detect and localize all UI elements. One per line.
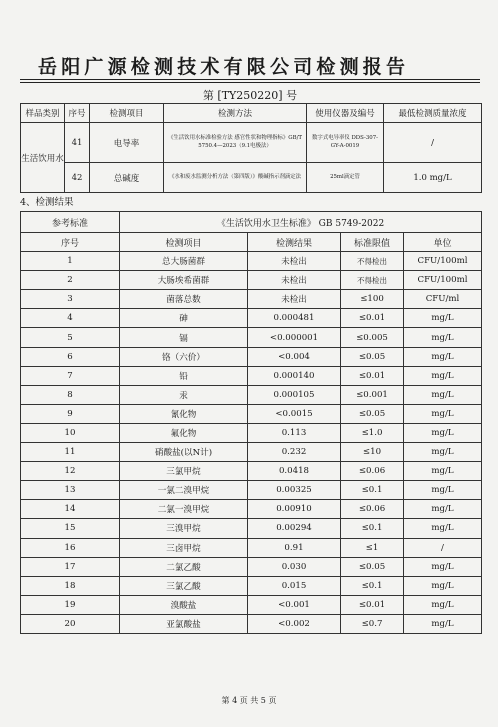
test-item: 一氯二溴甲烷 — [120, 481, 248, 500]
test-result: 0.00910 — [248, 500, 341, 519]
item-number: 42 — [65, 163, 90, 193]
standard-limit: ≤0.7 — [341, 614, 404, 633]
row-number: 5 — [21, 328, 120, 347]
standard-limit: ≤0.06 — [341, 500, 404, 519]
unit: mg/L — [404, 614, 482, 633]
unit: mg/L — [404, 481, 482, 500]
detection-limit: 1.0 mg/L — [384, 163, 482, 193]
unit: mg/L — [404, 500, 482, 519]
row-number: 20 — [21, 614, 120, 633]
standard-limit: ≤1.0 — [341, 423, 404, 442]
test-result: 0.00294 — [248, 519, 341, 538]
item-number: 41 — [65, 123, 90, 163]
test-result: <0.000001 — [248, 328, 341, 347]
test-result: 0.015 — [248, 576, 341, 595]
row-number: 8 — [21, 385, 120, 404]
table-row — [21, 366, 482, 385]
page-footer: 第 4 页 共 5 页 — [221, 696, 277, 705]
table-row — [21, 347, 482, 366]
item-name: 电导率 — [90, 123, 164, 163]
test-result: 0.000105 — [248, 385, 341, 404]
standard-limit: ≤0.05 — [341, 404, 404, 423]
table-row — [21, 500, 482, 519]
table-row — [21, 462, 482, 481]
table-row — [21, 538, 482, 557]
table-row — [21, 443, 482, 462]
test-result: 未检出 — [248, 252, 341, 271]
method-row — [21, 163, 482, 193]
table-row — [21, 614, 482, 633]
test-item: 溴酸盐 — [120, 595, 248, 614]
table-row — [21, 595, 482, 614]
table-row — [21, 252, 482, 271]
unit: mg/L — [404, 462, 482, 481]
header-cell: 检测项目 — [120, 233, 248, 252]
standard-limit: ≤0.01 — [341, 366, 404, 385]
header-rule-thin — [20, 82, 480, 83]
unit: mg/L — [404, 519, 482, 538]
table-row — [21, 290, 482, 309]
test-result: <0.001 — [248, 595, 341, 614]
row-number: 17 — [21, 557, 120, 576]
item-name: 总碱度 — [90, 163, 164, 193]
standard-limit: 不得检出 — [341, 252, 404, 271]
standard-limit: ≤0.1 — [341, 481, 404, 500]
header-cell: 检测项目 — [90, 104, 164, 123]
unit: mg/L — [404, 423, 482, 442]
test-item: 氰化物 — [120, 404, 248, 423]
header-cell: 检测结果 — [248, 233, 341, 252]
header-rule-thick — [20, 79, 480, 80]
standard-limit: ≤10 — [341, 443, 404, 462]
detection-limit: / — [384, 123, 482, 163]
test-item: 三溴甲烷 — [120, 519, 248, 538]
reference-standard-value: 《生活饮用水卫生标准》 GB 5749-2022 — [120, 212, 482, 233]
standard-limit: ≤0.05 — [341, 347, 404, 366]
results-table-header — [21, 233, 482, 252]
standard-limit: ≤0.1 — [341, 519, 404, 538]
test-result: 0.91 — [248, 538, 341, 557]
test-item: 二氯一溴甲烷 — [120, 500, 248, 519]
method-row — [21, 123, 482, 163]
header-cell: 单位 — [404, 233, 482, 252]
row-number: 9 — [21, 404, 120, 423]
table-row — [21, 519, 482, 538]
standard-limit: 不得检出 — [341, 271, 404, 290]
standard-limit: ≤0.01 — [341, 309, 404, 328]
row-number: 12 — [21, 462, 120, 481]
unit: mg/L — [404, 576, 482, 595]
table-row — [21, 385, 482, 404]
standard-limit: ≤0.05 — [341, 557, 404, 576]
table-row — [21, 557, 482, 576]
table-row — [21, 404, 482, 423]
unit: CFU/ml — [404, 290, 482, 309]
unit: / — [404, 538, 482, 557]
test-result: 未检出 — [248, 271, 341, 290]
row-number: 16 — [21, 538, 120, 557]
method-table — [20, 103, 482, 193]
test-result: 0.232 — [248, 443, 341, 462]
unit: mg/L — [404, 443, 482, 462]
method-text: 《水和废水监测分析方法（第四版）》酸碱指示剂滴定法 — [164, 163, 307, 193]
test-item: 铬（六价） — [120, 347, 248, 366]
unit: mg/L — [404, 347, 482, 366]
instrument-text: 25ml滴定管 — [307, 163, 384, 193]
sample-category: 生活饮用水 — [21, 123, 65, 193]
unit: CFU/100ml — [404, 271, 482, 290]
table-row — [21, 309, 482, 328]
header-cell: 最低检测质量浓度 — [384, 104, 482, 123]
test-result: 0.00325 — [248, 481, 341, 500]
method-table-header — [21, 104, 482, 123]
row-number: 18 — [21, 576, 120, 595]
standard-limit: ≤0.001 — [341, 385, 404, 404]
results-table — [20, 211, 482, 634]
test-item: 亚氯酸盐 — [120, 614, 248, 633]
test-result: 0.000481 — [248, 309, 341, 328]
table-row — [21, 271, 482, 290]
section-title: 4、检测结果 — [20, 197, 74, 208]
test-result: 0.030 — [248, 557, 341, 576]
table-row — [21, 481, 482, 500]
row-number: 15 — [21, 519, 120, 538]
reference-standard-row — [21, 212, 482, 233]
unit: CFU/100ml — [404, 252, 482, 271]
header-cell: 序号 — [21, 233, 120, 252]
test-item: 三氯乙酸 — [120, 576, 248, 595]
row-number: 4 — [21, 309, 120, 328]
test-item: 氟化物 — [120, 423, 248, 442]
test-item: 铅 — [120, 366, 248, 385]
unit: mg/L — [404, 404, 482, 423]
unit: mg/L — [404, 366, 482, 385]
header-cell: 标准限值 — [341, 233, 404, 252]
test-item: 砷 — [120, 309, 248, 328]
header-cell: 序号 — [65, 104, 90, 123]
unit: mg/L — [404, 328, 482, 347]
row-number: 7 — [21, 366, 120, 385]
standard-limit: ≤0.005 — [341, 328, 404, 347]
standard-limit: ≤0.01 — [341, 595, 404, 614]
unit: mg/L — [404, 385, 482, 404]
unit: mg/L — [404, 595, 482, 614]
header-cell: 检测方法 — [164, 104, 307, 123]
row-number: 3 — [21, 290, 120, 309]
method-text: 《生活饮用水标准检验方法 感官性状和物理指标》GB/T 5750.4—2023（9.1电极法） — [164, 123, 307, 163]
table-row — [21, 423, 482, 442]
test-item: 镉 — [120, 328, 248, 347]
test-item: 菌落总数 — [120, 290, 248, 309]
standard-limit: ≤0.1 — [341, 576, 404, 595]
header-cell: 样品类别 — [21, 104, 65, 123]
test-item: 总大肠菌群 — [120, 252, 248, 271]
test-item: 二氯乙酸 — [120, 557, 248, 576]
test-item: 汞 — [120, 385, 248, 404]
test-result: <0.0015 — [248, 404, 341, 423]
test-result: 0.000140 — [248, 366, 341, 385]
test-result: <0.004 — [248, 347, 341, 366]
row-number: 10 — [21, 423, 120, 442]
report-number: 第 [TY250220] 号 — [202, 89, 298, 102]
row-number: 2 — [21, 271, 120, 290]
unit: mg/L — [404, 557, 482, 576]
row-number: 11 — [21, 443, 120, 462]
test-result: <0.002 — [248, 614, 341, 633]
table-row — [21, 576, 482, 595]
company-title: 岳阳广源检测技术有限公司检测报告 — [38, 56, 410, 78]
instrument-text: 数字式电导率仪 DDS-307- GY-A-0019 — [307, 123, 384, 163]
row-number: 6 — [21, 347, 120, 366]
unit: mg/L — [404, 309, 482, 328]
row-number: 14 — [21, 500, 120, 519]
standard-limit: ≤0.06 — [341, 462, 404, 481]
test-result: 未检出 — [248, 290, 341, 309]
row-number: 19 — [21, 595, 120, 614]
reference-standard-label: 参考标准 — [21, 212, 120, 233]
header-cell: 使用仪器及编号 — [307, 104, 384, 123]
standard-limit: ≤100 — [341, 290, 404, 309]
test-item: 硝酸盐(以N计) — [120, 443, 248, 462]
test-result: 0.0418 — [248, 462, 341, 481]
test-item: 大肠埃希菌群 — [120, 271, 248, 290]
standard-limit: ≤1 — [341, 538, 404, 557]
row-number: 1 — [21, 252, 120, 271]
results-table-body — [21, 252, 482, 634]
table-row — [21, 328, 482, 347]
test-item: 三卤甲烷 — [120, 538, 248, 557]
row-number: 13 — [21, 481, 120, 500]
test-item: 三氯甲烷 — [120, 462, 248, 481]
test-result: 0.113 — [248, 423, 341, 442]
